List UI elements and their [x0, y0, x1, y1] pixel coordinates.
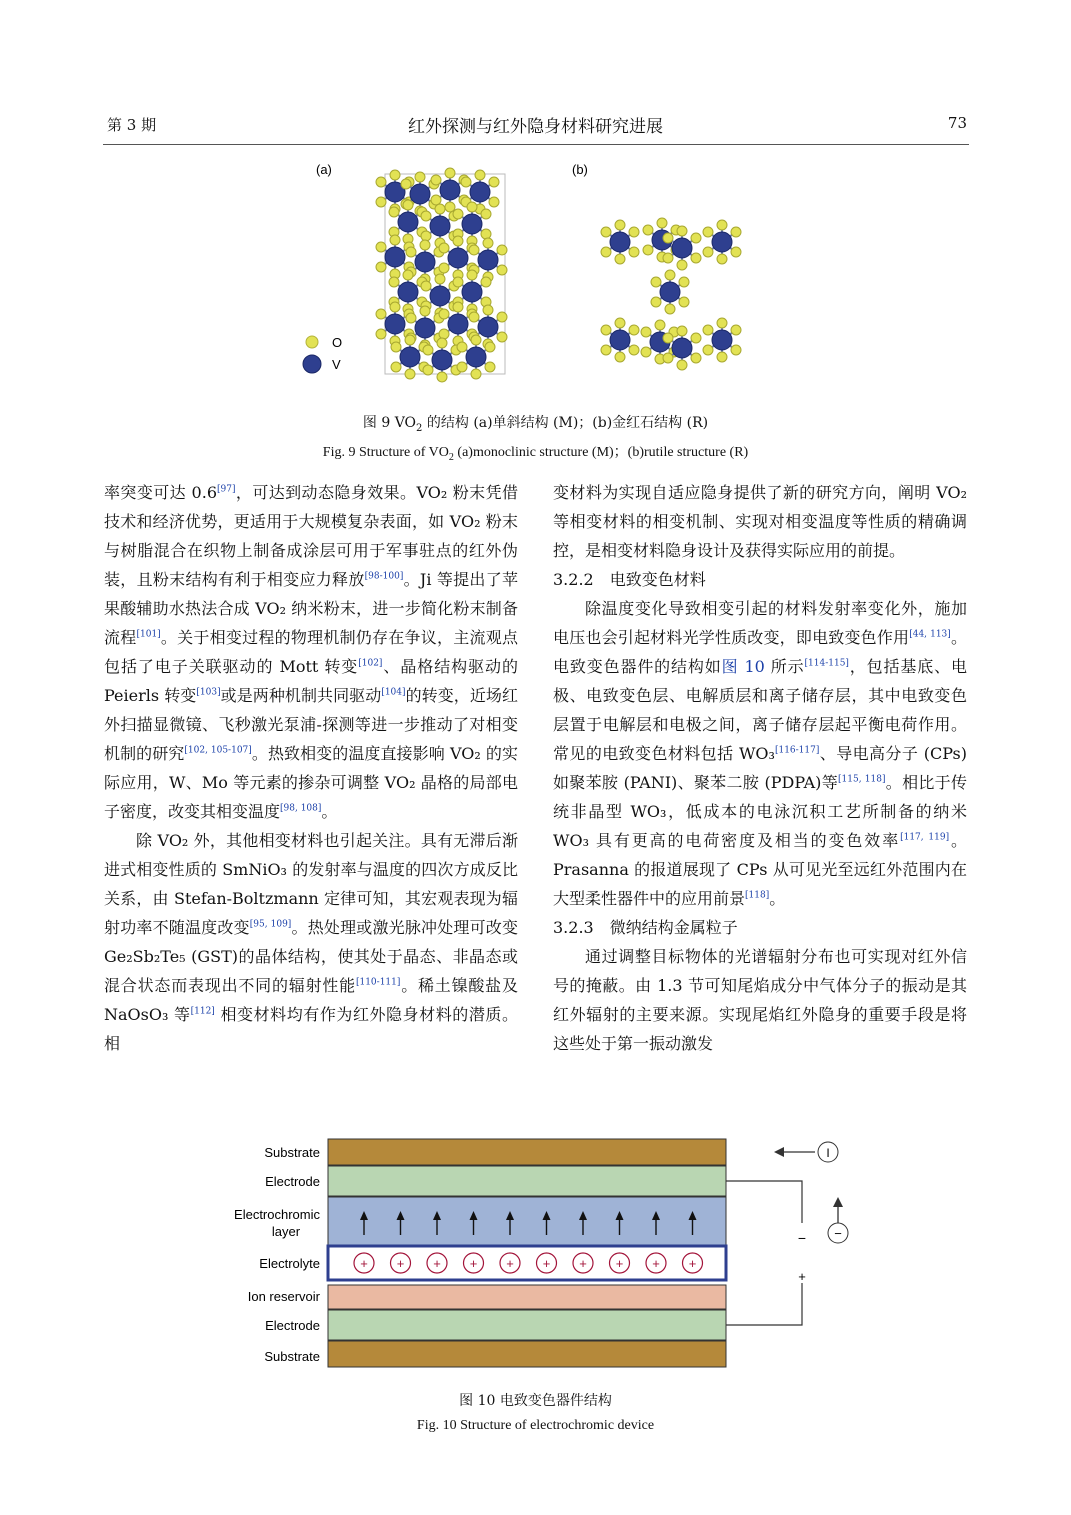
figure-9-caption-en: Fig. 9 Structure of $VO_2$ (a)monoclinic structure (M)；(b)rutile structure (R)	[322, 445, 749, 463]
oxygen-atom	[655, 320, 665, 330]
header-rule	[103, 144, 969, 145]
section-heading-3-2-3: 3.2.3 微纳结构金属粒子	[553, 918, 738, 937]
vanadium-atom	[385, 314, 405, 334]
oxygen-atom	[497, 245, 507, 255]
oxygen-atom	[601, 227, 611, 237]
label-electrode-top: Electrode	[265, 1174, 320, 1189]
vanadium-atom	[448, 248, 468, 268]
legend-o-swatch	[306, 336, 318, 348]
label-electrode-bottom: Electrode	[265, 1318, 320, 1333]
cation-sign: +	[579, 1256, 587, 1271]
oxygen-atom	[485, 342, 495, 352]
layer-electrode-bottom	[328, 1310, 726, 1340]
oxygen-atom	[629, 227, 639, 237]
oxygen-atom	[420, 306, 430, 316]
oxygen-atom	[389, 277, 399, 287]
right-paragraph-1: 变材料为实现自适应隐身提供了新的研究方向，阐明 VO₂ 等相变材料的相变机制、实现对相变温度等性质的精确调控，是相变材料隐身设计及获得实际应用的前提。	[553, 483, 967, 560]
vanadium-atom	[610, 232, 630, 252]
vanadium-atom	[478, 250, 498, 270]
oxygen-atom	[406, 247, 416, 257]
figure-9-crystal-structures	[290, 152, 770, 398]
oxygen-atom	[629, 345, 639, 355]
oxygen-atom	[435, 204, 445, 214]
oxygen-atom	[390, 235, 400, 245]
oxygen-atom	[665, 304, 675, 314]
oxygen-atom	[437, 338, 447, 348]
oxygen-atom	[405, 369, 415, 379]
vanadium-atom	[385, 247, 405, 267]
oxygen-atom	[445, 202, 455, 212]
oxygen-atom	[453, 302, 463, 312]
right-paragraph-2: 除温度变化导致相变引起的材料发射率变化外，施加电压也会引起材料光学性质改变，即电致变色作用[44, 113]。电致变色器件的结构如图 10 所示[114-115]，包括基底、电极、电致变色层、电解质层和离子储存层，其中电致变色层置于电解层和电极之间，离子储存层起平衡电荷作用。常见的电致变色材料包括 WO₃[116-117]、导电高分子 (CPs)如聚苯胺 (PANI)、聚苯二胺 (PDPA)等[115, 118]。相比于传统非晶型 WO₃，低成本的电泳沉积工艺所制备的纳米 WO₃ 具有更高的电荷密度及相当的变色效率[117, 119]。Prasanna 的报道展现了 CPs 从可见光至远红外范围内在大型柔性器件中的应用前景[118]。	[553, 599, 967, 908]
oxygen-atom	[677, 360, 687, 370]
oxygen-atom	[471, 369, 481, 379]
oxygen-atom	[406, 313, 416, 323]
electron-symbol: −	[834, 1226, 842, 1241]
left-paragraph-1: 率突变可达 0.6[97]，可达到动态隐身效果。VO₂ 粉末凭借技术和经济优势，更适用于大规模复杂表面，如 VO₂ 粉末与树脂混合在织物上制备成涂层可用于军事驻点的红外伪装，且粉末结构有利于相变应力释放[98-100]。Ji 等提出了苹果酸辅助水热法合成 VO₂ 纳米粉末，进一步简化粉末制备流程[101]。关于相变过程的物理机制仍存在争议，主流观点包括了电子关联驱动的 Mott 转变[102]、晶格结构驱动的 Peierls 转变[103]或是两种机制共同驱动[104]的转变，近场红外扫描显微镜、飞秒激光泵浦-探测等进一步推动了对相变机制的研究[102, 105-107]。热致相变的温度直接影响 VO₂ 的实际应用，W、Mo 等元素的掺杂可调整 VO₂ 晶格的局部电子密度，改变其相变温度[98, 108]。	[104, 483, 518, 821]
oxygen-atom	[415, 172, 425, 182]
oxygen-atom	[679, 297, 689, 307]
right-paragraph-3: 通过调整目标物体的光谱辐射分布也可实现对红外信号的掩蔽。由 1.3 节可知尾焰成分中气体分子的振动是其红外辐射的主要来源。实现尾焰红外隐身的重要手段是将这些处于第一振动激发	[553, 947, 967, 1053]
oxygen-atom	[376, 197, 386, 207]
oxygen-atom	[467, 270, 477, 280]
oxygen-atom	[731, 325, 741, 335]
cation-sign: +	[396, 1256, 405, 1271]
oxygen-atom	[439, 309, 449, 319]
vanadium-atom	[712, 330, 732, 350]
oxygen-atom	[469, 245, 479, 255]
oxygen-atom	[731, 227, 741, 237]
vanadium-atom	[462, 282, 482, 302]
figure-10-caption-cn: 图 10 电致变色器件结构	[459, 1393, 612, 1409]
oxygen-atom	[489, 197, 499, 207]
oxygen-atom	[679, 277, 689, 287]
oxygen-atom	[657, 218, 667, 228]
oxygen-atom	[403, 270, 413, 280]
label-electrochromic-line1: Electrochromic	[234, 1207, 320, 1222]
oxygen-atom	[717, 254, 727, 264]
oxygen-atom	[481, 209, 491, 219]
oxygen-atom	[481, 229, 491, 239]
oxygen-atom	[421, 231, 431, 241]
layer-substrate-bottom	[328, 1341, 726, 1367]
oxygen-atom	[601, 247, 611, 257]
oxygen-atom	[703, 247, 713, 257]
oxygen-atom	[651, 277, 661, 287]
legend-v-label: V	[332, 357, 341, 372]
oxygen-atom	[651, 297, 661, 307]
cation-sign: +	[506, 1256, 514, 1271]
oxygen-atom	[405, 335, 415, 345]
panel-a-label: (a)	[316, 162, 332, 177]
oxygen-atom	[691, 233, 701, 243]
oxygen-atom	[731, 345, 741, 355]
oxygen-atom	[437, 372, 447, 382]
oxygen-atom	[431, 175, 441, 185]
oxygen-atom	[677, 326, 687, 336]
section-heading-3-2-2: 3.2.2 电致变色材料	[553, 570, 706, 589]
vanadium-atom	[448, 314, 468, 334]
vanadium-atom	[610, 330, 630, 350]
left-column	[104, 478, 518, 1058]
oxygen-atom	[435, 274, 445, 284]
oxygen-atom	[677, 260, 687, 270]
oxygen-atom	[461, 177, 471, 187]
oxygen-atom	[475, 170, 485, 180]
vanadium-atom	[430, 286, 450, 306]
vanadium-atom	[466, 347, 486, 367]
oxygen-atom	[376, 309, 386, 319]
oxygen-atom	[703, 227, 713, 237]
oxygen-atom	[663, 233, 673, 243]
figure-10-electrochromic-device	[200, 1135, 880, 1375]
oxygen-atom	[663, 333, 673, 343]
oxygen-atom	[453, 277, 463, 287]
oxygen-atom	[601, 325, 611, 335]
oxygen-atom	[453, 236, 463, 246]
oxygen-atom	[467, 202, 477, 212]
oxygen-atom	[629, 325, 639, 335]
oxygen-atom	[497, 265, 507, 275]
oxygen-atom	[629, 247, 639, 257]
oxygen-atom	[615, 318, 625, 328]
vanadium-atom	[415, 252, 435, 272]
oxygen-atom	[663, 253, 673, 263]
vanadium-atom	[410, 184, 430, 204]
oxygen-atom	[485, 362, 495, 372]
oxygen-atom	[615, 352, 625, 362]
oxygen-atom	[677, 226, 687, 236]
oxygen-atom	[376, 177, 386, 187]
oxygen-atom	[703, 325, 713, 335]
cation-sign: +	[542, 1256, 551, 1271]
minus-terminal: −	[797, 1230, 807, 1246]
cation-sign: +	[688, 1256, 697, 1271]
cation-sign: +	[433, 1256, 441, 1271]
oxygen-atom	[439, 263, 449, 273]
layer-electrochromic	[328, 1197, 726, 1245]
oxygen-atom	[445, 168, 455, 178]
circuit-wire-top	[726, 1181, 802, 1223]
oxygen-atom	[376, 329, 386, 339]
vanadium-atom	[430, 216, 450, 236]
oxygen-atom	[471, 335, 481, 345]
cation-sign: +	[615, 1256, 624, 1271]
left-paragraph-2: 除 VO₂ 外，其他相变材料也引起关注。具有无滞后渐进式相变性质的 SmNiO₃ 的发射率与温度的四次方成反比关系，由 Stefan-Boltzmann 定律可知，其宏观表现为辐射功率不随温度改变[95, 109]。热处理或激光脉冲处理可改变 Ge₂Sb₂Te₅ (GST)的晶体结构，使其处于晶态、非晶态或混合状态而表现出不同的辐射性能[110-111]。稀土镍酸盐及 NaOsO₃ 等[112] 相变材料均有作为红外隐身材料的潜质。相	[104, 831, 518, 1053]
vanadium-atom	[440, 180, 460, 200]
vanadium-atom	[398, 282, 418, 302]
figure-9-caption-cn: 图 9 $VO_2$ 的结构 (a)单斜结构 (M)；(b)金红石结构 (R)	[362, 415, 709, 434]
oxygen-atom	[717, 220, 727, 230]
oxygen-atom	[469, 312, 479, 322]
running-title: 红外探测与红外隐身材料研究进展	[408, 117, 663, 137]
oxygen-atom	[431, 195, 441, 205]
oxygen-atom	[641, 347, 651, 357]
label-electrochromic-line2: layer	[271, 1224, 301, 1239]
vanadium-atom	[672, 238, 692, 258]
oxygen-atom	[497, 312, 507, 322]
vanadium-atom	[712, 232, 732, 252]
monoclinic-structure	[376, 168, 507, 382]
layer-electrode-top	[328, 1166, 726, 1196]
current-arrow-head	[774, 1147, 784, 1157]
current-symbol: I	[826, 1146, 830, 1160]
oxygen-atom	[421, 281, 431, 291]
figure-10-link[interactable]: 图 10	[721, 657, 765, 676]
oxygen-atom	[421, 211, 431, 221]
oxygen-atom	[457, 342, 467, 352]
vanadium-atom	[470, 182, 490, 202]
oxygen-atom	[641, 327, 651, 337]
oxygen-atom	[389, 207, 399, 217]
oxygen-atom	[691, 333, 701, 343]
oxygen-atom	[489, 177, 499, 187]
vanadium-atom	[398, 212, 418, 232]
plus-terminal: +	[798, 1269, 806, 1284]
legend-v-swatch	[303, 355, 321, 373]
electron-arrow-head	[833, 1197, 843, 1207]
page-number: 73	[947, 114, 967, 132]
circuit-wire-bottom	[726, 1283, 802, 1325]
vanadium-atom	[672, 338, 692, 358]
oxygen-atom	[497, 332, 507, 342]
journal-issue: 第 3 期	[107, 116, 157, 134]
oxygen-atom	[439, 243, 449, 253]
oxygen-atom	[665, 270, 675, 280]
oxygen-atom	[691, 253, 701, 263]
oxygen-atom	[601, 345, 611, 355]
vanadium-atom	[432, 350, 452, 370]
oxygen-atom	[703, 345, 713, 355]
oxygen-atom	[731, 247, 741, 257]
oxygen-atom	[376, 242, 386, 252]
oxygen-atom	[423, 345, 433, 355]
oxygen-atom	[643, 245, 653, 255]
vanadium-atom	[415, 318, 435, 338]
oxygen-atom	[615, 254, 625, 264]
oxygen-atom	[423, 365, 433, 375]
rutile-structure	[601, 218, 741, 370]
layer-substrate-top	[328, 1139, 726, 1165]
oxygen-atom	[403, 200, 413, 210]
label-electrolyte: Electrolyte	[259, 1256, 320, 1271]
label-substrate-bottom: Substrate	[264, 1349, 320, 1364]
oxygen-atom	[663, 353, 673, 363]
oxygen-atom	[390, 170, 400, 180]
oxygen-atom	[481, 277, 491, 287]
oxygen-atom	[615, 220, 625, 230]
oxygen-atom	[391, 342, 401, 352]
vanadium-atom	[660, 282, 680, 302]
vanadium-atom	[478, 317, 498, 337]
cation-sign: +	[469, 1256, 478, 1271]
cation-sign: +	[652, 1256, 660, 1271]
legend-o-label: O	[332, 335, 343, 350]
cation-sign: +	[360, 1256, 368, 1271]
oxygen-atom	[717, 352, 727, 362]
oxygen-atom	[390, 302, 400, 312]
oxygen-atom	[643, 225, 653, 235]
layer-ion-reservoir	[328, 1285, 726, 1309]
vanadium-atom	[400, 347, 420, 367]
oxygen-atom	[717, 318, 727, 328]
oxygen-atom	[401, 179, 411, 189]
oxygen-atom	[453, 209, 463, 219]
vanadium-atom	[462, 214, 482, 234]
figure-10-caption-en: Fig. 10 Structure of electrochromic device	[416, 1418, 655, 1433]
oxygen-atom	[439, 329, 449, 339]
oxygen-atom	[457, 362, 467, 372]
oxygen-atom	[376, 262, 386, 272]
oxygen-atom	[420, 240, 430, 250]
right-column	[553, 478, 967, 1058]
oxygen-atom	[691, 353, 701, 363]
oxygen-atom	[483, 238, 493, 248]
label-ion-reservoir: Ion reservoir	[247, 1289, 320, 1304]
oxygen-atom	[391, 362, 401, 372]
oxygen-atom	[483, 305, 493, 315]
label-substrate-top: Substrate	[264, 1145, 320, 1160]
panel-b-label: (b)	[572, 162, 588, 177]
